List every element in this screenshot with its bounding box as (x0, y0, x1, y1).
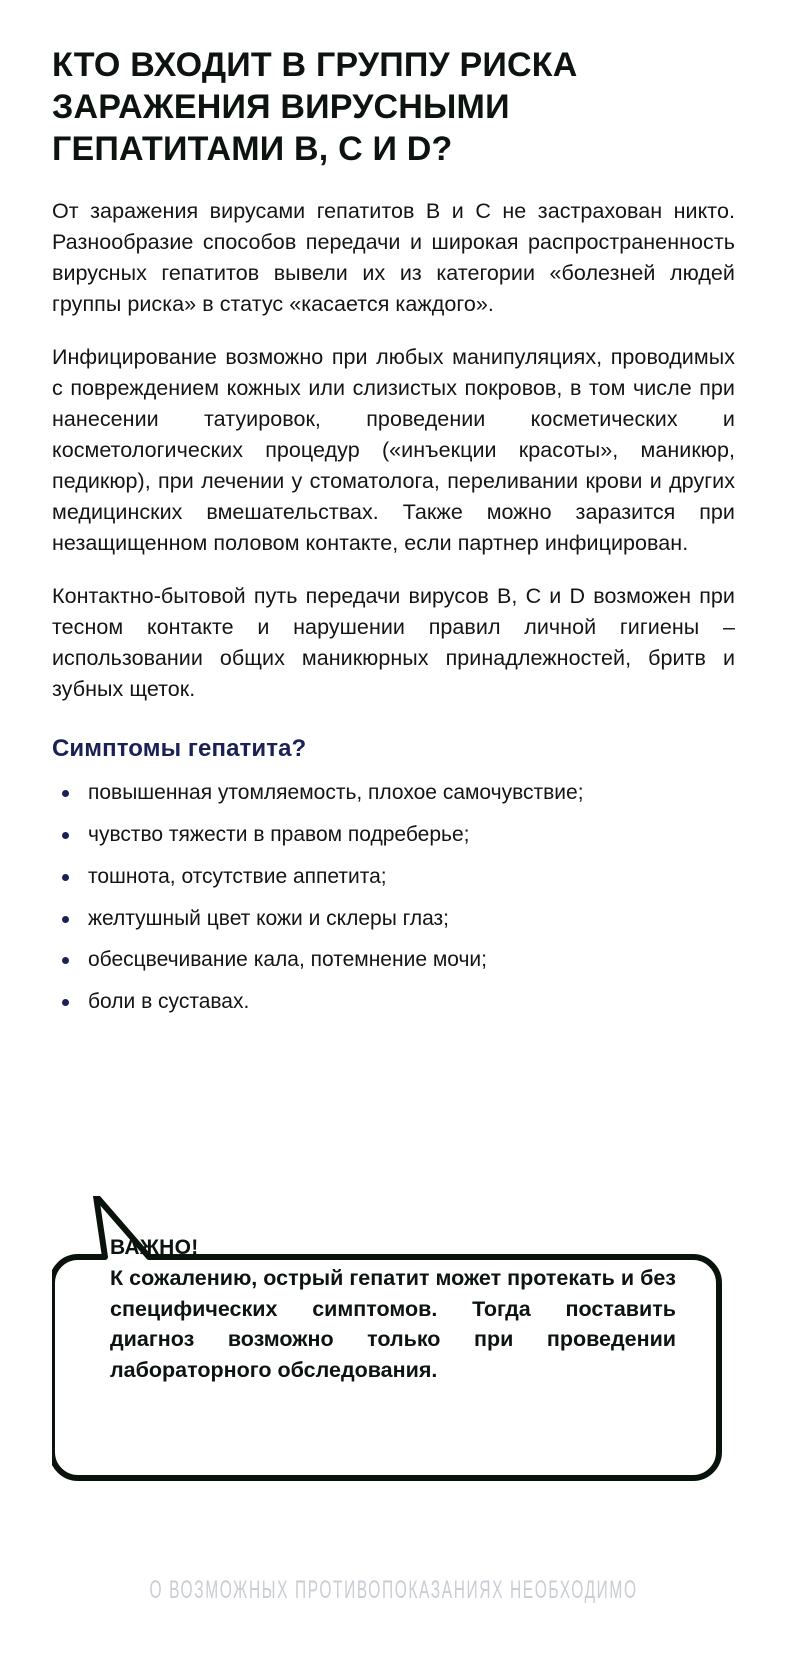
symptoms-list (52, 763, 735, 1017)
bullet-dot-icon (62, 916, 69, 923)
page-title-line-1: КТО ВХОДИТ В ГРУППУ РИСКА (52, 46, 578, 84)
list-item-label: боли в суставах. (88, 990, 250, 1014)
symptoms-subheading: Симптомы гепатита? (52, 734, 307, 762)
intro-paragraph-1: От заражения вирусами гепатитов B и C не застрахован никто. Разнообразие способов передачи и широкая распространенность вирусных гепатитов вывели их из категории «болезней людей группы риска» в статус «касается каждого». (52, 199, 735, 317)
intro-paragraph-3: Контактно-бытовой путь передачи вирусов B, C и D возможен при тесном контакте и нарушении правил личной гигиены – использовании общих маникюрных принадлежностей, бритв и зубных щеток. (52, 583, 735, 701)
list-item-label: желтушный цвет кожи и склеры глаз; (88, 906, 449, 930)
list-item (52, 905, 688, 933)
bullet-dot-icon (62, 957, 69, 964)
list-item (52, 779, 688, 807)
list-item-label: повышенная утомляемость, плохое самочувствие; (88, 780, 584, 804)
list-item-label: обесцвечивание кала, потемнение мочи; (88, 948, 487, 972)
callout-label: ВАЖНО! (110, 1236, 199, 1259)
page-title (52, 0, 612, 170)
bullet-dot-icon (62, 832, 69, 839)
list-item (52, 988, 688, 1016)
list-item (52, 946, 688, 974)
page-title-line-2: ЗАРАЖЕНИЯ ВИРУСНЫМИ (52, 88, 510, 127)
intro-paragraph-2: Инфицирование возможно при любых манипуляциях, проводимых с повреждением кожных или слизистых покровов, в том числе при нанесении татуировок, проведении косметических и косметологических процедур («инъекции красоты», маникюр, педикюр), при лечении у стоматолога, переливании крови и других медицинских вмешательствах. Также можно заразится при незащищенном половом контакте, если партнер инфицирован. (52, 345, 735, 555)
list-item-label: чувство тяжести в правом подреберье; (88, 822, 470, 846)
bullet-dot-icon (62, 999, 69, 1006)
bullet-dot-icon (62, 790, 69, 797)
callout-text-block (110, 1236, 676, 1385)
callout-body-text: К сожалению, острый гепатит может протекать и без специфических симптомов. Тогда поставить диагноз возможно только при проведении лабораторного обследования. (110, 1266, 676, 1382)
bullet-dot-icon (62, 874, 69, 881)
footer-disclaimer: О ВОЗМОЖНЫХ ПРОТИВОПОКАЗАНИЯХ НЕОБХОДИМО (149, 1576, 638, 1604)
important-callout (52, 1196, 735, 1496)
list-item-label: тошнота, отсутствие аппетита; (88, 864, 387, 888)
list-item (52, 821, 688, 849)
page-title-line-3: ГЕПАТИТАМИ B, C И D? (52, 130, 453, 169)
list-item (52, 863, 688, 891)
